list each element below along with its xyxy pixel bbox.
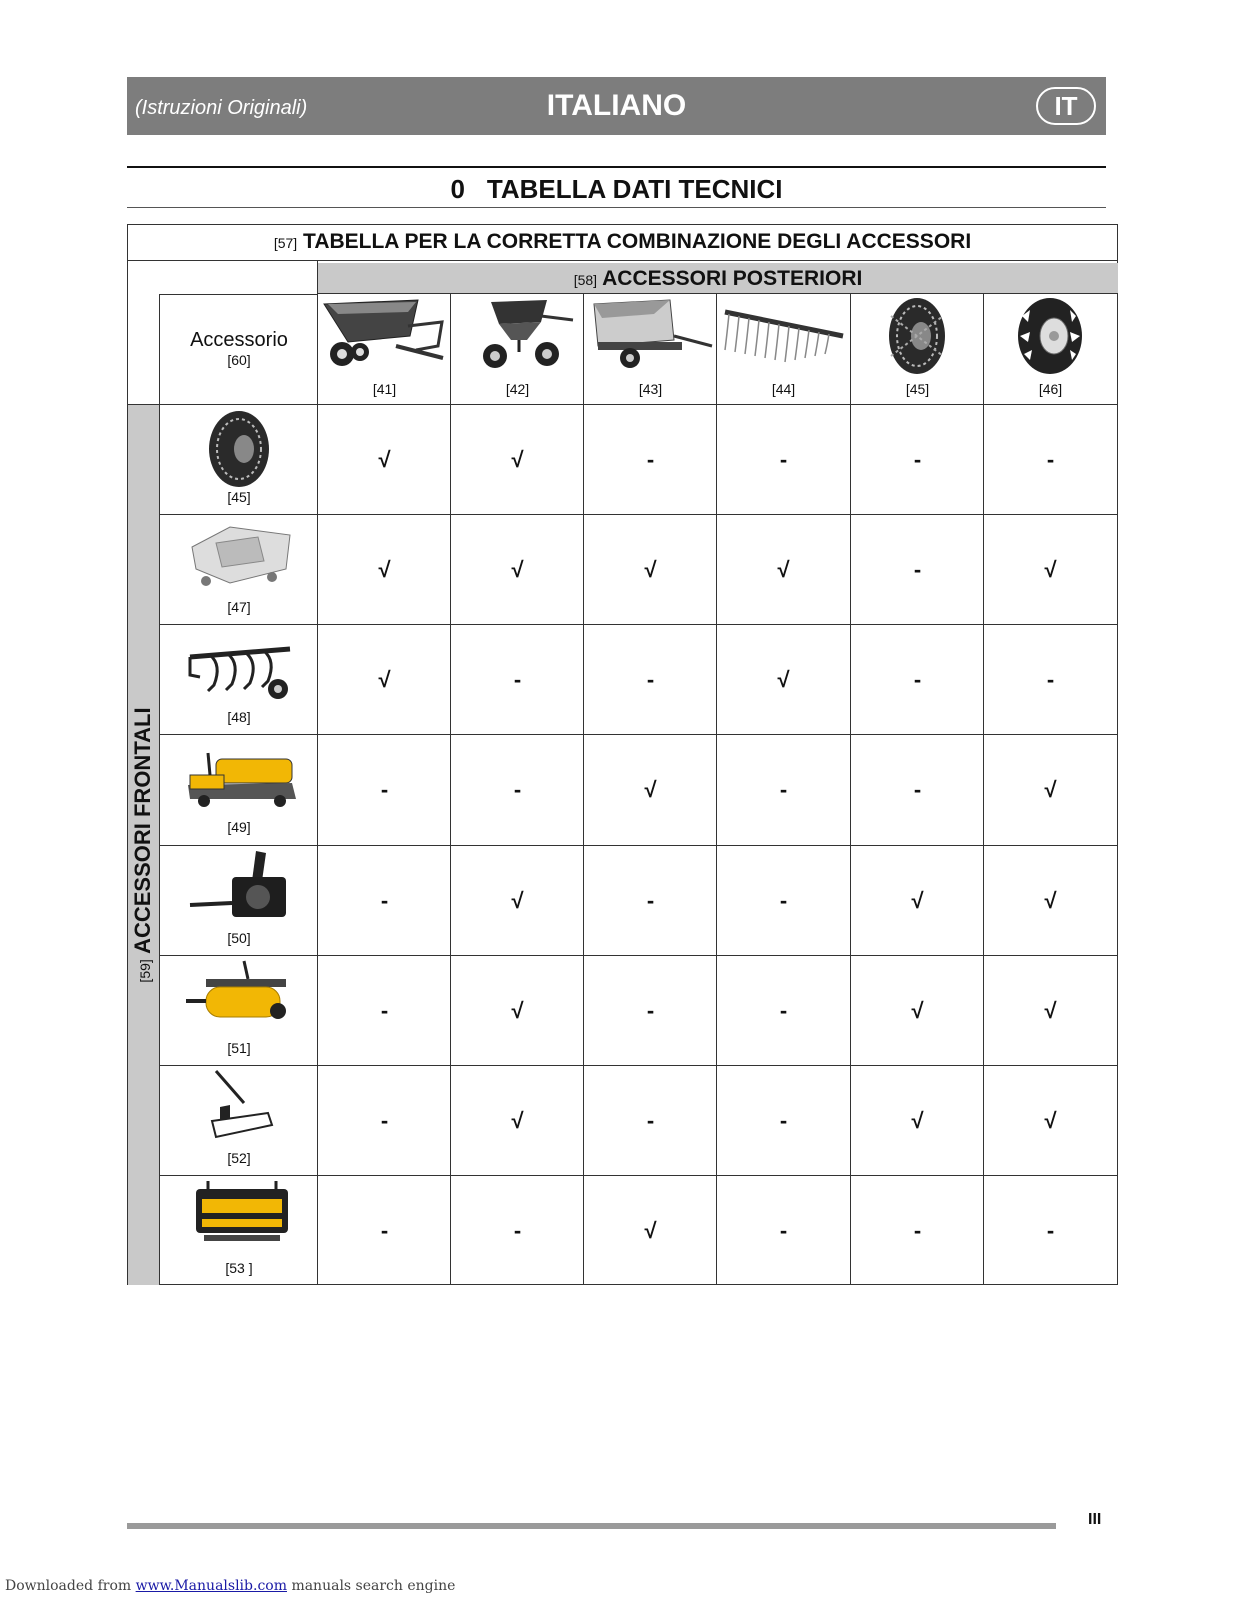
accessory-ref: [60] bbox=[227, 352, 251, 368]
column-code: [41] bbox=[372, 381, 397, 397]
rear-accessories-header bbox=[318, 263, 1118, 294]
front-ref: [59] bbox=[137, 959, 153, 983]
compat-cell: √ bbox=[511, 1108, 524, 1133]
row-code: [47] bbox=[227, 599, 251, 615]
compat-cell: - bbox=[380, 888, 389, 913]
compat-cell: - bbox=[380, 1218, 389, 1243]
compat-cell: - bbox=[646, 1108, 655, 1133]
compat-cell: √ bbox=[378, 557, 391, 582]
compat-cell: √ bbox=[1044, 777, 1057, 802]
footer-bar bbox=[127, 1523, 1056, 1529]
compat-cell: √ bbox=[644, 557, 657, 582]
blade-icon bbox=[160, 1067, 318, 1152]
section-rule-bottom bbox=[127, 207, 1106, 208]
compat-cell: √ bbox=[911, 888, 924, 913]
row-code: [52] bbox=[227, 1150, 251, 1166]
compat-cell: - bbox=[779, 1108, 788, 1133]
compat-cell: - bbox=[779, 1218, 788, 1243]
table-title bbox=[127, 224, 1118, 261]
table-title-text: TABELLA PER LA CORRETTA COMBINAZIONE DEGLI ACCESSORI bbox=[303, 230, 972, 253]
compat-cell: - bbox=[1046, 667, 1055, 692]
compat-cell: √ bbox=[511, 447, 524, 472]
rear-title: ACCESSORI POSTERIORI bbox=[602, 267, 863, 290]
header-subtitle: (Istruzioni Originali) bbox=[135, 97, 308, 119]
compat-cell: √ bbox=[1044, 1108, 1057, 1133]
mower-deck-icon bbox=[160, 517, 318, 602]
compat-cell: √ bbox=[777, 667, 790, 692]
column-code: [46] bbox=[1038, 381, 1063, 397]
compat-cell: √ bbox=[511, 888, 524, 913]
compat-cell: - bbox=[913, 777, 922, 802]
row-code: [49] bbox=[227, 819, 251, 835]
language-badge: IT bbox=[1036, 87, 1096, 125]
compat-cell: √ bbox=[1044, 888, 1057, 913]
compat-cell: - bbox=[913, 557, 922, 582]
compat-cell: - bbox=[646, 998, 655, 1023]
snow-thrower-icon bbox=[160, 847, 318, 932]
grid-line bbox=[159, 294, 318, 295]
compat-cell: - bbox=[913, 1218, 922, 1243]
flail-icon bbox=[160, 1177, 318, 1262]
row-code: [50] bbox=[227, 930, 251, 946]
section-rule-top bbox=[127, 166, 1106, 168]
compat-cell: - bbox=[779, 998, 788, 1023]
compat-cell: √ bbox=[644, 777, 657, 802]
cart-icon bbox=[318, 296, 451, 376]
compat-cell: - bbox=[913, 667, 922, 692]
rake-icon bbox=[717, 296, 850, 376]
compat-cell: - bbox=[779, 447, 788, 472]
front-title: ACCESSORI FRONTALI bbox=[130, 707, 155, 954]
compat-cell: √ bbox=[911, 1108, 924, 1133]
header-band bbox=[127, 77, 1106, 135]
compat-cell: - bbox=[1046, 1218, 1055, 1243]
compat-cell: - bbox=[913, 447, 922, 472]
download-prefix: Downloaded from bbox=[5, 1578, 132, 1594]
compat-cell: - bbox=[646, 667, 655, 692]
column-code: [44] bbox=[771, 381, 796, 397]
sweeper-front-icon bbox=[160, 737, 318, 822]
compat-cell: √ bbox=[378, 447, 391, 472]
compat-cell: √ bbox=[378, 667, 391, 692]
page-number: III bbox=[1088, 1511, 1102, 1528]
chains-icon bbox=[160, 407, 318, 492]
row-code: [45] bbox=[227, 489, 251, 505]
download-note bbox=[5, 1578, 455, 1594]
compat-cell: - bbox=[513, 777, 522, 802]
rear-ref: [58] bbox=[573, 272, 598, 288]
compat-cell: - bbox=[380, 1108, 389, 1133]
section-title bbox=[127, 174, 1106, 205]
tire-icon bbox=[984, 296, 1117, 376]
column-code: [43] bbox=[638, 381, 663, 397]
compat-cell: - bbox=[779, 888, 788, 913]
compat-cell: √ bbox=[911, 998, 924, 1023]
manualslib-link[interactable]: www.Manualslib.com bbox=[135, 1578, 287, 1594]
compat-cell: √ bbox=[644, 1218, 657, 1243]
cultivator-icon bbox=[160, 627, 318, 712]
compat-cell: - bbox=[380, 998, 389, 1023]
compat-cell: √ bbox=[1044, 998, 1057, 1023]
compat-cell: - bbox=[513, 667, 522, 692]
row-code: [53 ] bbox=[225, 1260, 253, 1276]
section-number: 0 bbox=[450, 174, 465, 204]
row-code: [51] bbox=[227, 1040, 251, 1056]
sweeper-icon bbox=[584, 296, 717, 376]
compat-cell: √ bbox=[1044, 557, 1057, 582]
row-code: [48] bbox=[227, 709, 251, 725]
compat-cell: - bbox=[646, 447, 655, 472]
compat-cell: - bbox=[513, 1218, 522, 1243]
compat-cell: - bbox=[380, 777, 389, 802]
column-code: [45] bbox=[905, 381, 930, 397]
compat-cell: √ bbox=[777, 557, 790, 582]
accessory-label: Accessorio bbox=[190, 329, 288, 351]
compat-cell: - bbox=[779, 777, 788, 802]
compat-cell: - bbox=[646, 888, 655, 913]
section-title-text: TABELLA DATI TECNICI bbox=[486, 174, 783, 204]
compat-cell: - bbox=[1046, 447, 1055, 472]
header-language: ITALIANO bbox=[546, 89, 687, 122]
compat-cell: √ bbox=[511, 998, 524, 1023]
spreader-icon bbox=[451, 296, 584, 376]
column-code: [42] bbox=[505, 381, 530, 397]
brush-icon bbox=[160, 957, 318, 1042]
chains-icon bbox=[851, 296, 984, 376]
download-suffix: manuals search engine bbox=[291, 1578, 456, 1594]
front-accessories-label bbox=[130, 707, 156, 982]
compat-cell: √ bbox=[511, 557, 524, 582]
table-title-ref: [57] bbox=[273, 235, 298, 251]
